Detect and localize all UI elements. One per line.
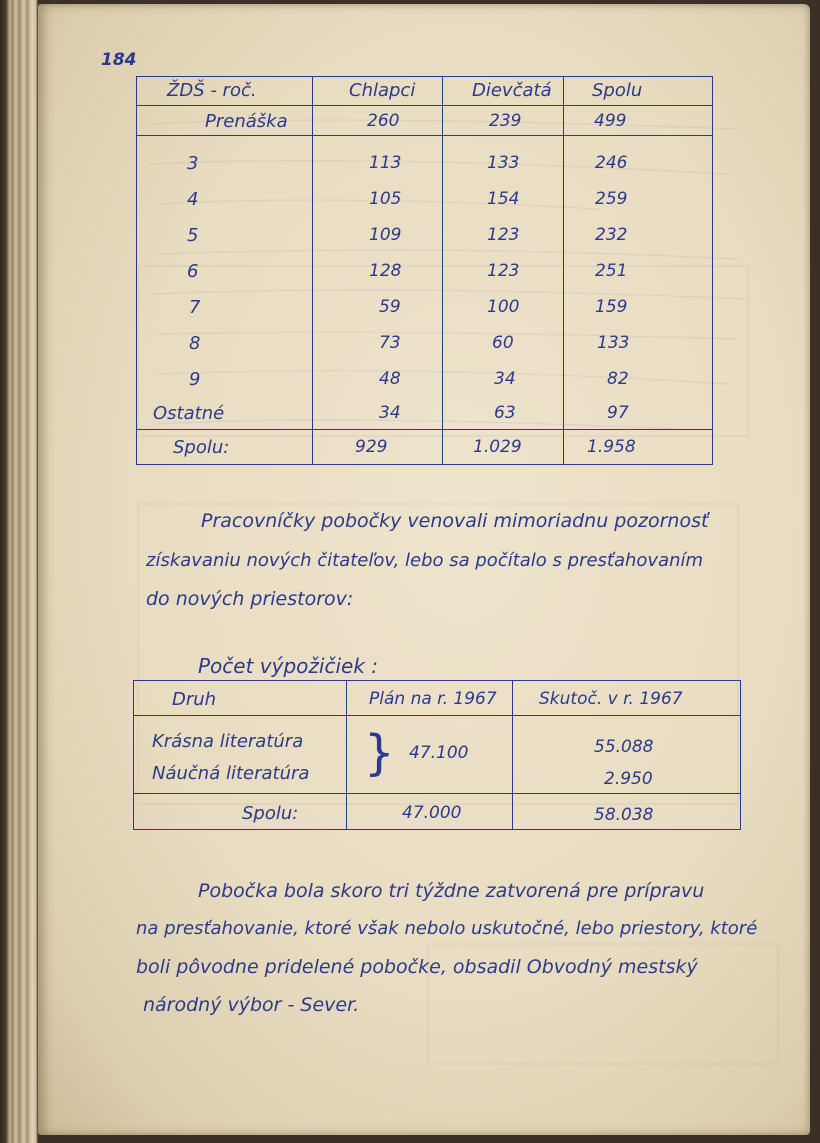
column-header: Spolu: [592, 80, 643, 101]
paragraph-line: do nových priestorov:: [146, 588, 354, 610]
table-cell: 2.950: [604, 769, 653, 789]
table-cell: 123: [487, 261, 520, 281]
page-number: 184: [101, 50, 137, 70]
table-cell: 48: [379, 369, 401, 389]
table-cell: 113: [369, 153, 402, 173]
loans-table-caption: Počet výpožičiek :: [198, 654, 378, 678]
table-row-label: 6: [187, 261, 199, 282]
column-header: Chlapci: [349, 80, 416, 101]
table-cell: 73: [379, 333, 401, 353]
table-cell: 34: [494, 369, 516, 389]
table-cell: 133: [597, 333, 630, 353]
table-total-cell: 47.000: [402, 803, 462, 823]
table-cell: 128: [369, 261, 402, 281]
table-total-cell: 929: [355, 437, 388, 457]
table-row-label: 3: [187, 153, 199, 174]
table-cell: 123: [487, 225, 520, 245]
table-cell: 109: [369, 225, 402, 245]
paragraph-line: na presťahovanie, ktoré však nebolo uskutočné, lebo priestory, ktoré: [136, 918, 758, 939]
column-header: Skutoč. v r. 1967: [539, 689, 683, 709]
paragraph-line: získavaniu nových čitateľov, lebo sa počítalo s presťahovaním: [146, 550, 704, 571]
loans-table: [133, 680, 741, 830]
table-cell: 260: [367, 111, 400, 131]
table-total-label: Spolu:: [173, 437, 230, 458]
paragraph-line: národný výbor - Sever.: [143, 994, 360, 1016]
table-divider: [512, 681, 513, 829]
table-divider: [134, 715, 740, 716]
table-row-label: Ostatné: [153, 403, 225, 424]
table-row-label: 7: [189, 297, 201, 318]
table-cell: 259: [595, 189, 628, 209]
table-total-cell: 1.029: [473, 437, 522, 457]
table-cell: 133: [487, 153, 520, 173]
column-header: Dievčatá: [472, 80, 552, 101]
table-cell: 105: [369, 189, 402, 209]
table-row-label: 5: [187, 225, 199, 246]
table-cell: 100: [487, 297, 520, 317]
reader-statistics-table: [136, 76, 713, 465]
column-header: Plán na r. 1967: [369, 689, 497, 709]
table-row-label: Náučná literatúra: [152, 763, 310, 784]
paragraph-line: Pracovníčky pobočky venovali mimoriadnu pozornosť: [201, 510, 709, 532]
table-row-label: Krásna literatúra: [152, 731, 304, 752]
table-cell: 232: [595, 225, 628, 245]
table-cell: 63: [494, 403, 516, 423]
table-cell: 239: [489, 111, 522, 131]
table-row-label: 4: [187, 189, 199, 210]
column-header: ŽDŠ - roč.: [167, 80, 257, 101]
table-divider: [346, 681, 347, 829]
table-total-cell: 58.038: [594, 805, 654, 825]
table-cell: 97: [607, 403, 629, 423]
table-cell: 59: [379, 297, 401, 317]
notebook-page: [38, 4, 810, 1135]
table-cell: 34: [379, 403, 401, 423]
table-cell: 159: [595, 297, 628, 317]
paragraph-line: Pobočka bola skoro tri týždne zatvorená pre prípravu: [198, 880, 705, 902]
brace-symbol: }: [364, 725, 395, 781]
table-row-label: 8: [189, 333, 201, 354]
table-cell: 60: [492, 333, 514, 353]
table-cell: 246: [595, 153, 628, 173]
paragraph-line: boli pôvodne pridelené pobočke, obsadil Obvodný mestský: [136, 956, 698, 978]
table-row-label: Prenáška: [205, 111, 288, 132]
table-cell: 251: [595, 261, 628, 281]
table-divider: [134, 793, 740, 794]
column-header: Druh: [172, 689, 217, 710]
table-total-cell: 1.958: [587, 437, 636, 457]
table-cell: 82: [607, 369, 629, 389]
table-row-label: 9: [189, 369, 201, 390]
table-total-label: Spolu:: [242, 803, 299, 824]
table-cell: 154: [487, 189, 520, 209]
table-cell: 55.088: [594, 737, 654, 757]
table-divider: [137, 135, 712, 136]
table-divider: [137, 105, 712, 106]
table-cell: 499: [594, 111, 627, 131]
table-divider: [137, 429, 712, 430]
table-cell: 47.100: [409, 743, 469, 763]
